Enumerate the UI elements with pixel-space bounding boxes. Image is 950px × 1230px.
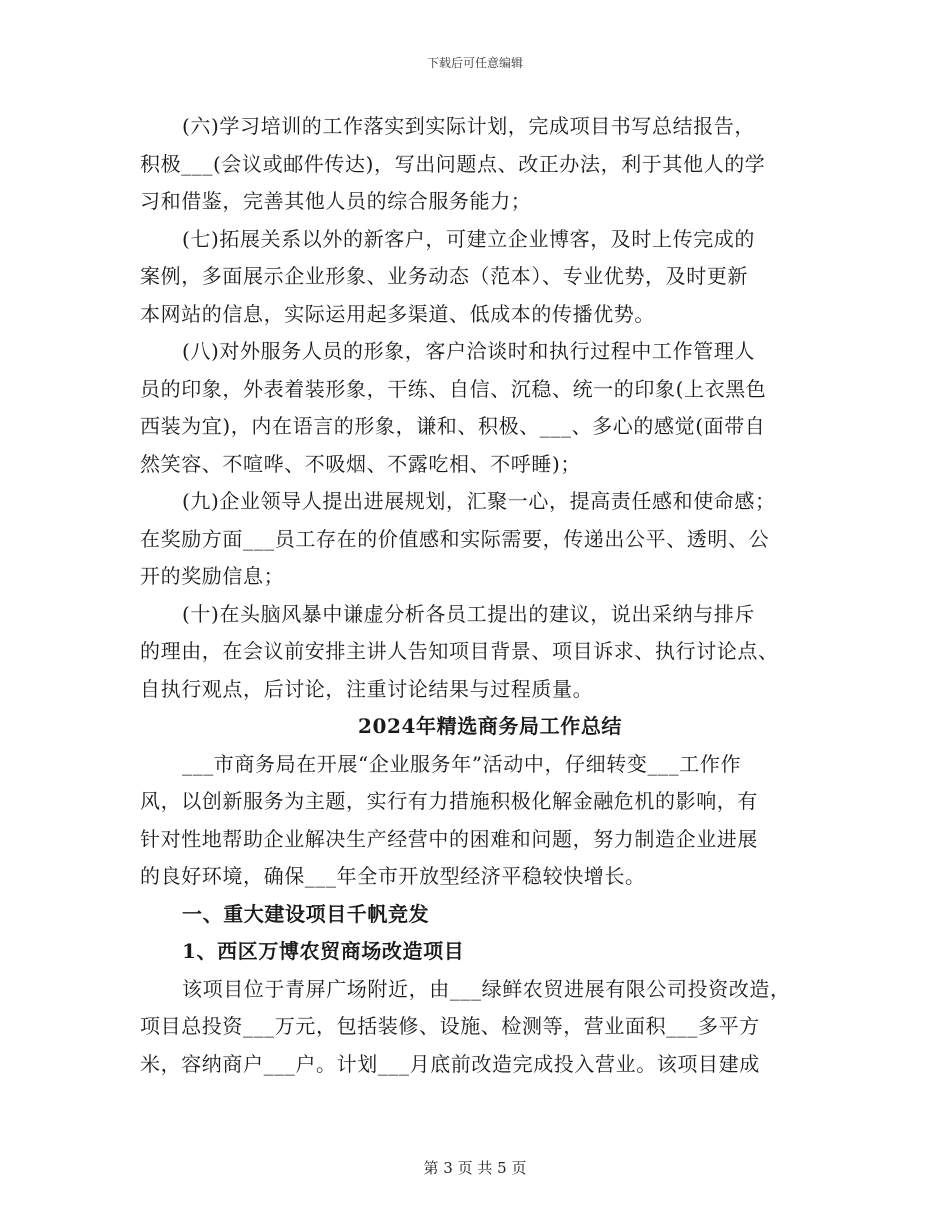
paragraph-line: 该项目位于青屏广场附近，由___绿鲜农贸进展有限公司投资改造， bbox=[182, 976, 791, 1001]
paragraph-line: 项目总投资___万元，包括装修、设施、检测等，营业面积___多平方 bbox=[140, 1014, 760, 1038]
paragraph-line: (十)在头脑风暴中谦虚分析各员工提出的建议，说出采纳与排斥 bbox=[182, 601, 756, 626]
paragraph-line: 的良好环境，确保___年全市开放型经济平稳较快增长。 bbox=[140, 864, 646, 888]
paragraph-line: 风，以创新服务为主题，实行有力措施积极化解金融危机的影响，有 bbox=[140, 789, 758, 813]
paragraph-line: 开的奖励信息； bbox=[140, 564, 285, 588]
paragraph-line: 积极___(会议或邮件传达)，写出问题点、改正办法，利于其他人的学 bbox=[140, 151, 766, 176]
section-title: 2024年精选商务局工作总结 bbox=[357, 714, 623, 738]
paragraph-line: 员的印象，外表着装形象，干练、自信、沉稳、统一的印象(上衣黑色 bbox=[140, 376, 767, 401]
paragraph-line: 在奖励方面___员工存在的价值感和实际需要，传递出公平、透明、公 bbox=[140, 526, 770, 551]
page-number: 第 3 页 共 5 页 bbox=[423, 1159, 527, 1177]
paragraph-line: 自执行观点，后讨论，注重讨论结果与过程质量。 bbox=[140, 676, 594, 701]
document-body bbox=[140, 108, 840, 1083]
paragraph-line: 针对性地帮助企业解决生产经营中的困难和问题，努力制造企业进展 bbox=[140, 826, 758, 851]
paragraph-line: 然笑容、不喧哗、不吸烟、不露吃相、不呼睡)； bbox=[140, 451, 582, 476]
paragraph-line: 案例，多面展示企业形象、业务动态（范本）、专业优势，及时更新 bbox=[140, 264, 748, 288]
paragraph-line: (八)对外服务人员的形象，客户洽谈时和执行过程中工作管理人 bbox=[182, 339, 756, 363]
paragraph-line: (七)拓展关系以外的新客户，可建立企业博客，及时上传完成的 bbox=[182, 226, 756, 251]
subsection-heading: 1、西区万博农贸商场改造项目 bbox=[182, 939, 465, 963]
paragraph-line: 的理由，在会议前安排主讲人告知项目背景、项目诉求、执行讨论点、 bbox=[140, 639, 779, 663]
paragraph-line: 习和借鉴，完善其他人员的综合服务能力； bbox=[140, 189, 532, 213]
page-header-note: 下载后可任意编辑 bbox=[426, 56, 523, 70]
paragraph-line: ___市商务局在开展“企业服务年”活动中，仔细转变___工作作 bbox=[182, 751, 742, 776]
paragraph-line: 西装为宜)，内在语言的形象，谦和、积极、___、多心的感觉(面带自 bbox=[140, 414, 766, 438]
paragraph-line: (九)企业领导人提出进展规划，汇聚一心，提高责任感和使命感； bbox=[182, 489, 776, 513]
paragraph-line: 本网站的信息，实际运用起多渠道、低成本的传播优势。 bbox=[140, 301, 655, 326]
paragraph-line: (六)学习培训的工作落实到实际计划，完成项目书写总结报告， bbox=[182, 114, 756, 138]
paragraph-line: 米，容纳商户___户。计划___月底前改造完成投入营业。该项目建成 bbox=[140, 1051, 760, 1076]
section-heading: 一、重大建设项目千帆竞发 bbox=[182, 901, 430, 926]
